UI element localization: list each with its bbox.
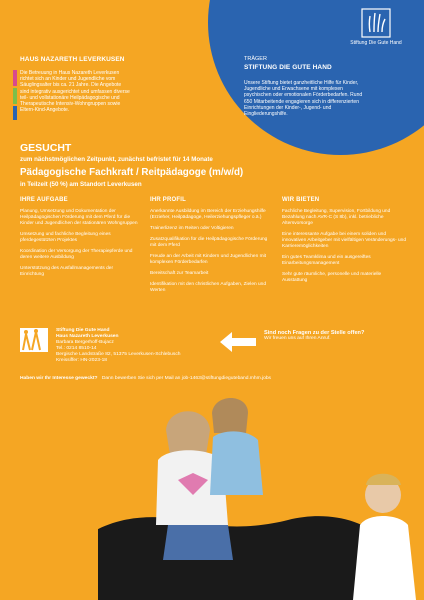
brand-name: Stiftung Die Gute Hand: [350, 40, 402, 46]
questions-text: Sind noch Fragen zu der Stelle offen?: [264, 330, 365, 336]
job-subline: zum nächstmöglichen Zeitpunkt, zunächst befristet für 14 Monate: [20, 156, 213, 163]
column-bieten: [282, 197, 406, 289]
bieten-item: Eine interessante Aufgabe bei einem soliden und innovativen Arbeitgeber mit vielfältigen Veränderungs- und Karrieremöglichkeiten: [282, 232, 406, 249]
contact-logo: [20, 328, 48, 352]
traeger-line: Unsere Stiftung bietet ganzheitliche Hilfe für Kinder,: [244, 80, 359, 86]
riding-photo: [98, 385, 424, 600]
traeger-label: TRÄGER: [244, 56, 267, 62]
traeger-text: [244, 80, 414, 117]
profil-item: Zusatzqualifikation für die Heilpädagogische Förderung mit dem Pferd: [150, 237, 268, 248]
intro-heading: HAUS NAZARETH LEVERKUSEN: [20, 56, 125, 63]
traeger-line: 650 Mitarbeitende engagieren sich in differenzierten: [244, 98, 359, 105]
intro-line: Die Betreuung in Haus Nazareth Leverkusen: [20, 70, 120, 76]
profil-item: Anerkannte Ausbildung im Bereich der Erziehungshilfe (Erzieher, Heilpädagoge, Heilerziehungspfleger o.ä.): [150, 209, 266, 220]
bieten-item: Fachliche Begleitung, Supervision, Fortbildung und Bezahlung nach AVR-C (S 8b), inkl. betriebliche Altersvorsorge: [282, 209, 391, 226]
riding-illustration: [98, 385, 424, 600]
brand-logo: [350, 8, 402, 52]
traeger-line: Eingliederungshilfe.: [244, 111, 288, 118]
arrow-left-icon: [218, 330, 258, 354]
apply-line: [20, 376, 420, 382]
bieten-item: Ein gutes Teamklima und ein ausgereiftes Einarbeitungsmanagement: [282, 255, 371, 266]
gesucht-heading: GESUCHT: [20, 142, 72, 154]
bieten-item: Sehr gute räumliche, personelle und materielle Ausstattung: [282, 272, 382, 283]
hand-icon: [361, 8, 391, 38]
contact-phone[interactable]: Tel.: 0214 8510-14: [56, 346, 97, 351]
intro-line: sind integrativ ausgerichtet und umfassen diverse: [20, 88, 130, 95]
contact-house: Haus Nazareth Leverkusen: [56, 334, 119, 339]
aufgabe-item: Planung, Umsetzung und Dokumentation der Heilpädagogischen Förderung mit dem Pferd für die Kinder und Jugendlichen der stationären Wohngruppen: [20, 209, 138, 226]
profil-item: Identifikation mit den christlichen Aufgaben, Zielen und Werten: [150, 282, 266, 293]
profil-item: Trainerlizenz im Reiten oder Voltigieren: [150, 226, 234, 231]
aufgabe-item: Umsetzung und fachliche Begleitung eines pferdegestützten Projektes: [20, 232, 111, 243]
profil-item: Bereitschaft zur Teamarbeit: [150, 271, 209, 276]
traeger-line: Jugendliche und Erwachsene mit komplexen: [244, 86, 343, 93]
contact-address: [56, 328, 216, 364]
questions-block: [264, 330, 414, 342]
traeger-line: psychischen oder emotionalen Förderbedarfen. Rund: [244, 92, 363, 99]
intro-line: richtet sich an Kinder und Jugendliche vom: [20, 76, 116, 83]
bieten-heading: WIR BIETEN: [282, 197, 320, 203]
call-text: Wir freuen uns auf Ihren Anruf.: [264, 336, 331, 341]
profil-heading: IHR PROFIL: [150, 197, 186, 203]
intro-line: teil- und vollstationäre Heilpädagogische und: [20, 94, 120, 101]
column-profil: [150, 197, 272, 299]
intro-line: Therapeutische Intensiv-Wohngruppen sowie: [20, 101, 121, 108]
interest-text: Haben wir Ihr Interesse geweckt?: [20, 376, 98, 381]
aufgabe-item: Koordination der Versorgung der Therapiepferde und deren weitere Ausbildung: [20, 249, 133, 260]
children-icon: [20, 328, 48, 352]
intro-line: Säuglingsalter bis ca. 21 Jahre. Die Angebote: [20, 82, 122, 89]
column-aufgabe: [20, 197, 138, 283]
aufgabe-item: Unterstützung des Ausfallmanagements der Einrichtung: [20, 266, 114, 277]
job-title: Pädagogische Fachkraft / Reitpädagoge (m/w/d): [20, 167, 244, 178]
contact-person: Barbara Bergerhoff-Bujacz: [56, 340, 114, 345]
accent-stripe: [13, 70, 17, 86]
accent-stripe: [13, 106, 17, 120]
apply-text[interactable]: Dann bewerben Sie sich per Mail an job-1463@stiftungdieguteband.mhm.jobs: [101, 376, 272, 381]
traeger-line: Einrichtungen der Kinder-, Jugend- und: [244, 104, 332, 111]
intro-line: Eltern-Kind-Angebote.: [20, 107, 70, 114]
profil-item: Freude an der Arbeit mit Kindern und Jugendlichen mit komplexen Förderbedarfen: [150, 254, 266, 265]
contact-org: Stiftung Die Gute Hand: [56, 328, 110, 333]
contact-code: Kreissiffer: HN-2023-18: [56, 358, 108, 363]
job-scope: in Teilzeit (50 %) am Standort Leverkusen: [20, 181, 142, 188]
accent-stripe: [13, 88, 17, 104]
traeger-heading: STIFTUNG DIE GUTE HAND: [244, 64, 332, 71]
contact-street: Bergische Landstraße 82, 51375 Leverkusen-Schlebusch: [56, 352, 181, 357]
aufgabe-heading: IHRE AUFGABE: [20, 197, 68, 203]
intro-text: [20, 70, 170, 113]
